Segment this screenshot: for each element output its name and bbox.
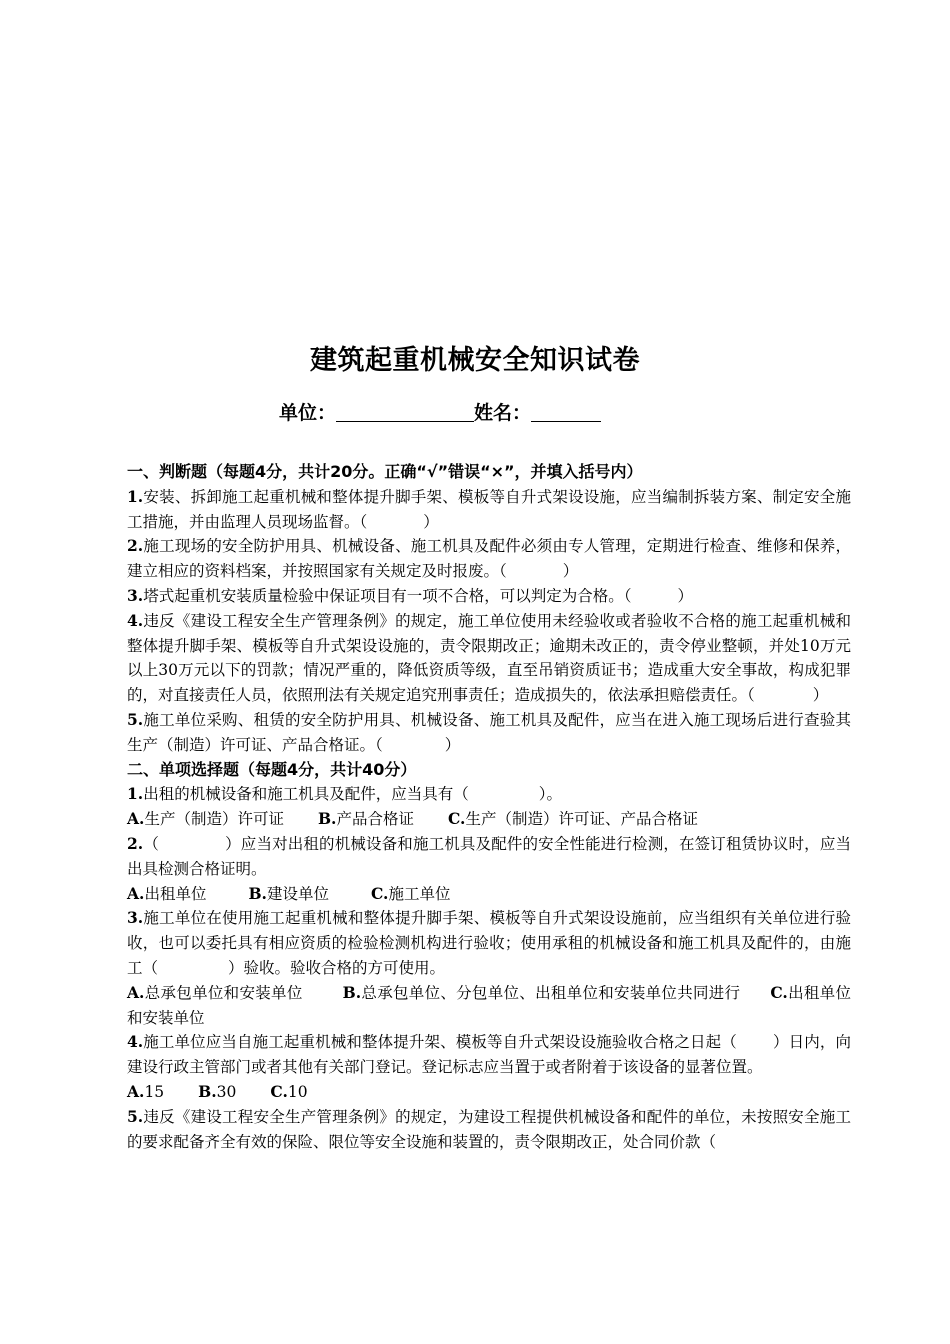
question-tf-5: 5.施工单位采购、租赁的安全防护用具、机械设备、施工机具及配件，应当在进入施工现场后进行查验其生产（制造）许可证、产品合格证。（ ） bbox=[127, 709, 851, 754]
exam-content bbox=[127, 460, 851, 1154]
name-label: 姓名： bbox=[474, 402, 532, 424]
question-mc-4: 4.施工单位应当自施工起重机械和整体提升架、模板等自升式架设设施验收合格之日起（ ）日内，向建设行政主管部门或者其他有关部门登记。登记标志应当置于或者附着于该设备的显著位置。 bbox=[127, 1032, 851, 1077]
options-mc-1: A.生产（制造）许可证 B.产品合格证 C.生产（制造）许可证、产品合格证 bbox=[127, 809, 698, 829]
name-blank bbox=[531, 403, 601, 422]
question-tf-2: 2.施工现场的安全防护用具、机械设备、施工机具及配件必须由专人管理，定期进行检查、维修和保养，建立相应的资料档案，并按照国家有关规定及时报废。（ ） bbox=[127, 536, 851, 581]
section-heading-single-choice: 二、单项选择题（每题4分，共计40分） bbox=[127, 759, 417, 779]
section-heading-true-false: 一、判断题（每题4分，共计20分。正确“√”错误“×”，并填入括号内） bbox=[127, 462, 643, 481]
exam-header-fields bbox=[279, 398, 601, 425]
question-tf-3: 3.塔式起重机安装质量检验中保证项目有一项不合格，可以判定为合格。（ ） bbox=[127, 585, 693, 605]
question-mc-1: 1.出租的机械设备和施工机具及配件，应当具有（ ）。 bbox=[127, 784, 562, 804]
unit-label: 单位： bbox=[279, 402, 337, 424]
options-mc-4: A.15 B.30 C.10 bbox=[127, 1081, 308, 1101]
question-tf-4: 4.违反《建设工程安全生产管理条例》的规定，施工单位使用未经验收或者验收不合格的施工起重机械和整体提升脚手架、模板等自升式架设设施的，责令限期改正；逾期未改正的，责令停业整顿，并处10万元以上30万元以下的罚款；情况严重的，降低资质等级，直至吊销资质证书；造成重大安全事故，构成犯罪的，对直接责任人员，依照刑法有关规定追究刑事责任；造成损失的，依法承担赔偿责任。（ ） bbox=[127, 610, 851, 705]
page-title: 建筑起重机械安全知识试卷 bbox=[310, 345, 640, 376]
question-mc-3: 3.施工单位在使用施工起重机械和整体提升脚手架、模板等自升式架设设施前，应当组织有关单位进行验收，也可以委托具有相应资质的检验检测机构进行验收；使用承租的机械设备和施工机具及配件的，由施工（ ）验收。验收合格的方可使用。 bbox=[127, 908, 851, 977]
options-mc-2: A.出租单位 B.建设单位 C.施工单位 bbox=[127, 883, 451, 903]
question-mc-2: 2.（ ）应当对出租的机械设备和施工机具及配件的安全性能进行检测，在签订租赁协议时，应当出具检测合格证明。 bbox=[127, 833, 851, 878]
unit-blank bbox=[336, 403, 474, 422]
question-tf-1: 1.安装、拆卸施工起重机械和整体提升脚手架、模板等自升式架设设施，应当编制拆装方案、制定安全施工措施，并由监理人员现场监督。（ ） bbox=[127, 486, 851, 531]
question-mc-5: 5.违反《建设工程安全生产管理条例》的规定，为建设工程提供机械设备和配件的单位，未按照安全施工的要求配备齐全有效的保险、限位等安全设施和装置的，责令限期改正，处合同价款（ bbox=[127, 1106, 851, 1151]
options-mc-3: A.总承包单位和安装单位 B.总承包单位、分包单位、出租单位和安装单位共同进行 C.出租单位和安装单位 bbox=[127, 982, 851, 1027]
